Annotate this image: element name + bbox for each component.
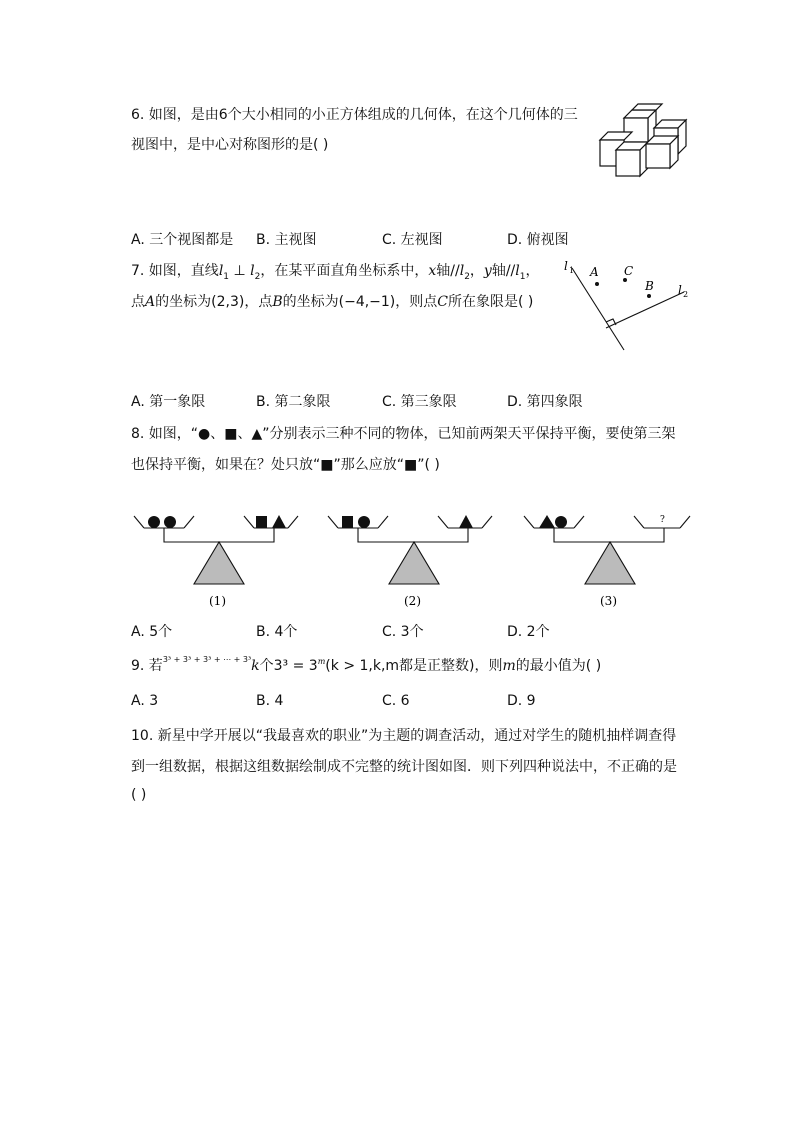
caption-3: (3) (600, 594, 617, 608)
q7-yaxis: 轴// (491, 263, 516, 279)
q8-line2: 也保持平衡，如果在？处只放“■”那么应放“■”( ) (131, 457, 440, 473)
cube-figure (596, 102, 696, 182)
q7-line1 (131, 260, 540, 282)
l2-line (606, 292, 684, 328)
q7-num: 7. 如图，直线 (131, 263, 219, 279)
label-l1: l (564, 259, 568, 273)
q9-option-a[interactable]: A. 3 (131, 693, 159, 709)
q7-mid: ，在某平面直角坐标系中， (260, 263, 429, 279)
q7-line2end: 所在象限是( ) (448, 294, 534, 310)
q8-option-d[interactable]: D. 2个 (507, 624, 550, 640)
q7-xaxis: 轴// (436, 263, 460, 279)
q9-cond: (k > 1,k,m都是正整数)，则 (325, 658, 503, 674)
q9-start: 9. 若 (131, 658, 163, 674)
q10-line1: 10. 新星中学开展以“我最喜欢的职业”为主题的调查活动，通过对学生的随机抽样调查得 (131, 728, 677, 744)
q9-end: 的最小值为( ) (515, 658, 602, 674)
q7-coordA: 的坐标为(2,3)，点 (155, 294, 273, 310)
q9-mid: 3³ = 3 (273, 658, 318, 674)
q7-l1sub: 1 (223, 271, 230, 282)
q9-line (131, 655, 601, 675)
q7-line2 (131, 291, 533, 311)
label-a: A (590, 265, 599, 279)
q7-figure (560, 256, 700, 356)
caption-1: (1) (209, 594, 226, 608)
q6-option-a[interactable]: A. 三个视图都是 (131, 232, 234, 248)
q7-l2b: l (459, 263, 465, 279)
q9-k: k (251, 658, 260, 674)
q7-coordB: 的坐标为(−4,−1)，则点 (282, 294, 438, 310)
q6-line1: 6. 如图，是由6个大小相同的小正方体组成的几何体，在这个几何体的三 (131, 107, 578, 123)
q7-l2sub: 2 (254, 271, 261, 282)
label-l2: l (678, 283, 682, 297)
q10-line3: ( ) (131, 787, 147, 803)
balance-figures (128, 510, 698, 610)
q7-end: ， (525, 263, 540, 279)
q6-option-c[interactable]: C. 左视图 (382, 232, 443, 248)
q7-x: x (428, 263, 437, 279)
q7-perp: ⊥ (229, 263, 251, 279)
q9-m2: m (502, 658, 516, 674)
q7-option-d[interactable]: D. 第四象限 (507, 394, 583, 410)
q7-comma: ， (469, 263, 484, 279)
label-c: C (624, 264, 634, 278)
caption-2: (2) (404, 594, 421, 608)
point-a (595, 282, 599, 286)
q8-line1: 8. 如图，“●、■、▲”分别表示三种不同的物体，已知前两架天平保持平衡，要使第三架 (131, 426, 676, 442)
label-l2-sub: 2 (683, 290, 689, 299)
q8-option-c[interactable]: C. 3个 (382, 624, 424, 640)
l1-line (572, 268, 624, 350)
q7-l2: l (250, 263, 255, 279)
q10-line2: 到一组数据，根据这组数据绘制成不完整的统计图如图．则下列四种说法中，不正确的是 (131, 759, 677, 775)
q7-option-c[interactable]: C. 第三象限 (382, 394, 457, 410)
point-b (647, 294, 651, 298)
q7-l2bsub: 2 (464, 271, 470, 282)
q6-line2: 视图中，是中心对称图形的是( ) (131, 137, 329, 153)
q8-option-a[interactable]: A. 5个 (131, 624, 173, 640)
q7-b: B (272, 294, 283, 310)
q6-option-d[interactable]: D. 俯视图 (507, 232, 569, 248)
q8-option-b[interactable]: B. 4个 (256, 624, 298, 640)
point-c (623, 278, 627, 282)
q7-a: A (145, 294, 156, 310)
q7-option-a[interactable]: A. 第一象限 (131, 394, 206, 410)
q9-option-b[interactable]: B. 4 (256, 693, 284, 709)
label-b: B (645, 279, 654, 293)
q9-sum-expr: 3³ + 3³ + 3³ + ⋯ + 3³ (162, 655, 252, 664)
q7-option-b[interactable]: B. 第二象限 (256, 394, 331, 410)
q7-l1b: l (515, 263, 520, 279)
q6-option-b[interactable]: B. 主视图 (256, 232, 317, 248)
q9-option-d[interactable]: D. 9 (507, 693, 536, 709)
q7-line2a: 点 (131, 294, 145, 310)
q9-ge: 个 (259, 658, 274, 674)
q9-m: m (317, 657, 326, 666)
label-l1-sub: 1 (569, 266, 575, 275)
q7-c: C (437, 294, 448, 310)
q9-option-c[interactable]: C. 6 (382, 693, 410, 709)
q7-y: y (483, 263, 492, 279)
question-mark: ? (660, 515, 665, 525)
q7-l1bsub: 1 (519, 271, 526, 282)
q7-l1: l (218, 263, 224, 279)
